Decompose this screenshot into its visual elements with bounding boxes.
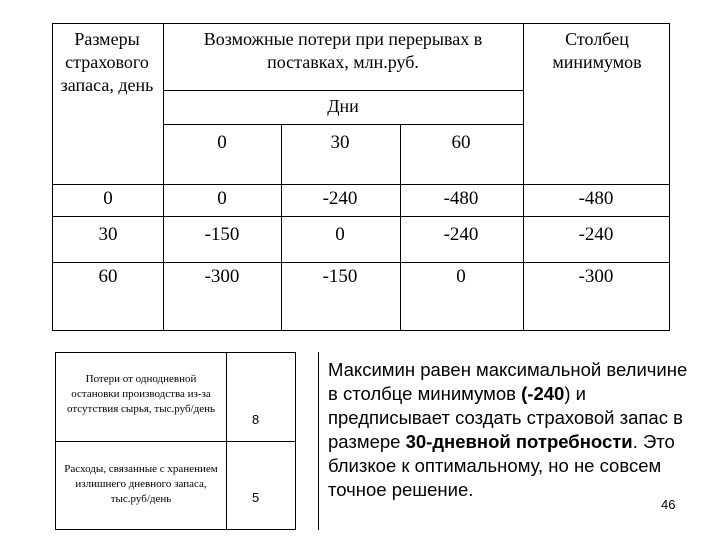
cell-min: -240 [578, 224, 614, 245]
cell: -150 [322, 266, 358, 287]
conclusion-bold1: (-240 [521, 383, 565, 404]
header-losses: Возможные потери при перерывах в поставках, млн.руб. [203, 29, 483, 72]
cell: -240 [443, 224, 479, 245]
cell-min: -480 [578, 188, 614, 209]
subheader-day-60: 60 [451, 132, 471, 153]
cost-label-storage: Расходы, связанные с хранением излишнего дневного запаса, тыс.руб/день [64, 463, 218, 505]
conclusion-part3: . Это близкое к оптимальному, но не совсем точное решение. [328, 431, 675, 500]
conclusion-part2: ) и предписывает создать страховой запас в размере [328, 383, 683, 452]
cost-label-downtime: Потери от однодневной остановки производства из-за отсутствия сырья, тыс.руб/день [67, 373, 215, 415]
row-size: 60 [98, 266, 118, 287]
conclusion-part1: Максимин равен максимальной величине в столбце минимумов [328, 359, 688, 404]
cell: 0 [335, 224, 345, 245]
row-size: 30 [98, 224, 118, 245]
header-stock-size: Размеры страхового запаса, день [60, 29, 154, 95]
header-min-column: Столбец минимумов [552, 29, 642, 72]
text-divider [318, 352, 319, 530]
cell-min: -300 [578, 266, 614, 287]
conclusion-text [328, 358, 690, 502]
cost-value-downtime: 8 [252, 412, 260, 427]
row-size: 0 [103, 188, 113, 209]
header-days: Дни [327, 96, 359, 116]
cell: 0 [217, 188, 227, 209]
cell: -480 [443, 188, 479, 209]
cell: -240 [322, 188, 358, 209]
subheader-day-30: 30 [330, 132, 350, 153]
cell: -300 [204, 266, 240, 287]
page-number: 46 [661, 497, 676, 512]
subheader-day-0: 0 [217, 132, 227, 153]
cell: 0 [456, 266, 466, 287]
cost-value-storage: 5 [252, 490, 260, 505]
conclusion-bold2: 30-дневной потребности [405, 431, 633, 452]
cell: -150 [204, 224, 240, 245]
